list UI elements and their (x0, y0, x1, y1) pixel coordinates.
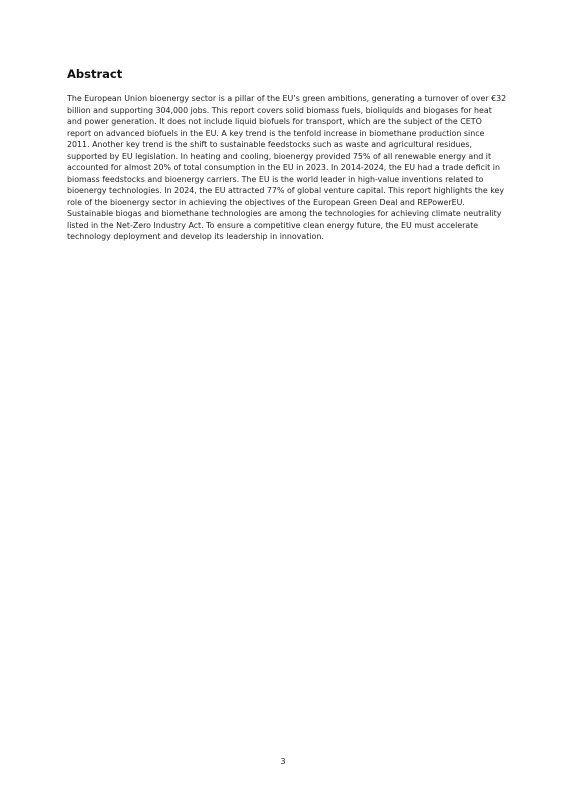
abstract-body-text: The European Union bioenergy sector is a pillar of the EU’s green ambitions, generating a turnover of over €32 billion and supporting 304,000 jobs. This report covers solid biomass fuels, bioliquids and biogases for heat and power generation. It does not include liquid biofuels for transport, which are the subject of the CETO report on advanced biofuels in the EU. A key trend is the tenfold increase in biomethane production since 2011. Another key trend is the shift to sustainable feedstocks such as waste and agricultural residues, supported by EU legislation. In heating and cooling, bioenergy provided 75% of all renewable energy and it accounted for almost 20% of total consumption in the EU in 2023. In 2014-2024, the EU had a trade deficit in biomass feedstocks and bioenergy carriers. The EU is the world leader in high-value inventions related to bioenergy technologies. In 2024, the EU attracted 77% of global venture capital. This report highlights the key role of the bioenergy sector in achieving the objectives of the European Green Deal and REPowerEU. Sustainable biogas and biomethane technologies are among the technologies for achieving climate neutrality listed in the Net-Zero Industry Act. To ensure a competitive clean energy future, the EU must accelerate technology deployment and develop its leadership in innovation. (67, 94, 507, 241)
page-number: 3 (280, 757, 286, 766)
abstract-heading: Abstract (67, 67, 123, 81)
